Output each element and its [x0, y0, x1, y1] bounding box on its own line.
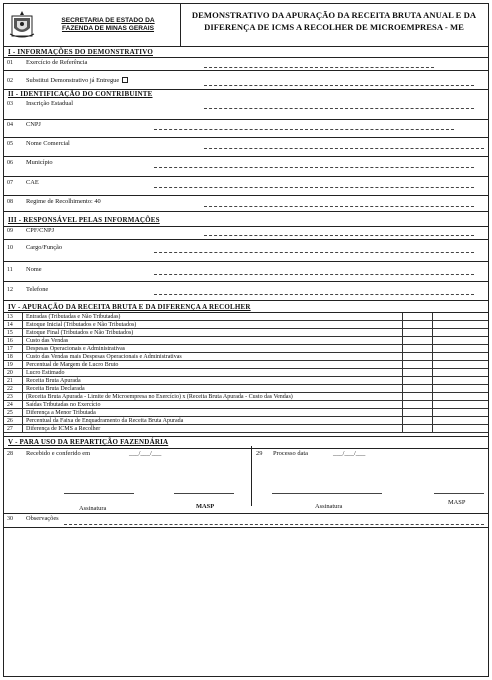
calc-row[interactable]: [4, 345, 488, 353]
field-label: CAE: [26, 179, 39, 186]
field-label: Nome Comercial: [26, 140, 70, 147]
divider: [4, 195, 488, 196]
signature-label-1: Assinatura: [79, 505, 107, 512]
divider: [4, 137, 488, 138]
calc-row-label: Diferença de ICMS a Recolher: [26, 426, 101, 432]
field-number: 30: [7, 516, 13, 522]
section-3-title: III - RESPONSÁVEL PELAS INFORMAÇÕES: [8, 216, 160, 224]
received-date[interactable]: ___/___/___: [129, 450, 162, 457]
calc-row-number: 16: [7, 338, 13, 344]
field-04[interactable]: [4, 121, 488, 133]
fill-line: [154, 252, 474, 253]
field-number: 09: [7, 228, 13, 234]
section-1-title: I - INFORMAÇÕES DO DEMONSTRATIVO: [8, 48, 153, 56]
calc-row-number: 15: [7, 330, 13, 336]
calc-row[interactable]: [4, 377, 488, 385]
calc-row-label: Saídas Tributadas no Exercício: [26, 402, 101, 408]
calc-row-number: 25: [7, 410, 13, 416]
field-09[interactable]: [4, 227, 488, 237]
field-label: Município: [26, 159, 53, 166]
divider: [4, 156, 488, 157]
calc-row-label: Custo das Vendas: [26, 338, 69, 344]
calc-row-label: Despesas Operacionais e Administrativas: [26, 346, 126, 352]
masp-label-2: MASP: [448, 499, 466, 506]
section-2-title: II - IDENTIFICAÇÃO DO CONTRIBUINTE: [8, 90, 153, 98]
fill-line: [204, 67, 434, 68]
fill-line: [204, 148, 484, 149]
divider: [4, 436, 488, 437]
calc-row[interactable]: [4, 401, 488, 409]
field-label: CPF/CNPJ: [26, 227, 55, 234]
masp-line-1: [174, 493, 234, 494]
fill-line: [204, 85, 474, 86]
field-30[interactable]: [4, 515, 488, 525]
calc-row[interactable]: [4, 353, 488, 361]
field-label: Cargo/Função: [26, 244, 63, 251]
fill-line: [204, 235, 474, 236]
calc-row-label: Percentual da Faixa de Enquadramento da Receita Bruta Apurada: [26, 418, 184, 424]
calc-row-number: 19: [7, 362, 13, 368]
calc-row-number: 20: [7, 370, 13, 376]
field-label: Telefone: [26, 286, 49, 293]
field-number: 28: [7, 451, 13, 457]
divider: [4, 57, 488, 58]
title-line2: DIFERENÇA DE ICMS A RECOLHER DE MICROEMPRESA - ME: [204, 21, 464, 32]
calc-row-number: 14: [7, 322, 13, 328]
fill-line: [154, 294, 474, 295]
title-line1: DEMONSTRATIVO DA APURAÇÃO DA RECEITA BRUTA ANUAL E DA: [191, 10, 477, 20]
field-06[interactable]: [4, 159, 488, 171]
calc-row-number: 22: [7, 386, 13, 392]
calc-row-number: 27: [7, 426, 13, 432]
calc-row-number: 21: [7, 378, 13, 384]
calc-row-number: 13: [7, 314, 13, 320]
divider: [4, 119, 488, 120]
field-label-text: Substitui Demonstrativo já Entregue: [26, 77, 120, 84]
calc-row-label: Estoque Final (Tributados e Não Tributados): [26, 330, 134, 336]
divider: [4, 176, 488, 177]
calc-row[interactable]: [4, 409, 488, 417]
calc-row-label: Receita Bruta Declarada: [26, 386, 85, 392]
fill-line: [154, 187, 474, 188]
section-4-title: IV - APURAÇÃO DA RECEITA BRUTA E DA DIFERENÇA A RECOLHER: [8, 303, 251, 311]
field-number: 11: [7, 267, 13, 273]
masp-line-2: [434, 493, 484, 494]
calc-row-number: 17: [7, 346, 13, 352]
field-12[interactable]: [4, 286, 488, 298]
divider: [4, 70, 488, 71]
replace-checkbox[interactable]: [122, 77, 128, 83]
fill-line: [64, 524, 484, 525]
fill-line: [154, 129, 454, 130]
field-02[interactable]: [4, 77, 488, 86]
section-5-divider: [251, 446, 252, 506]
divider: [4, 300, 488, 301]
field-10[interactable]: [4, 244, 488, 256]
field-label: Inscrição Estadual: [26, 100, 74, 107]
calc-row-number: 24: [7, 402, 13, 408]
field-number: 07: [7, 180, 13, 186]
field-number: 06: [7, 160, 13, 166]
header-divider: [180, 4, 181, 47]
calc-row-label: (Receita Bruta Apurada - Limite de Microempresa no Exercício) x (Receita Bruta Apurada - Custo das Vendas): [26, 394, 293, 400]
received-label: Recebido e conferido em: [26, 450, 91, 457]
calc-row-label: Lucro Estimado: [26, 370, 65, 376]
fill-line: [154, 167, 474, 168]
calc-row[interactable]: [4, 361, 488, 369]
calc-row[interactable]: [4, 393, 488, 401]
field-03[interactable]: [4, 100, 488, 108]
divider: [4, 513, 488, 514]
state-coat-of-arms-icon: [8, 10, 36, 40]
fill-line: [154, 274, 474, 275]
field-label: Regime de Recolhimento: 40: [26, 198, 101, 205]
field-08[interactable]: [4, 198, 488, 208]
signature-label-2: Assinatura: [315, 503, 343, 510]
document-title: [184, 10, 484, 33]
calc-row-number: 23: [7, 394, 13, 400]
field-label: CNPJ: [26, 121, 41, 128]
field-11[interactable]: [4, 266, 488, 278]
calc-row-label: Entradas (Tributadas e Não Tributadas): [26, 314, 121, 320]
calc-row-label: Percentual de Margem de Lucro Bruto: [26, 362, 119, 368]
signature-line-2: [272, 493, 382, 494]
field-label: Nome: [26, 266, 42, 273]
observations-label: Observações: [26, 515, 59, 522]
field-number: 03: [7, 101, 13, 107]
calc-row[interactable]: [4, 417, 488, 425]
calc-row[interactable]: [4, 329, 488, 337]
field-label: Exercício de Referência: [26, 59, 88, 66]
calc-row-label: Estoque Inicial (Tributados e Não Tributados): [26, 322, 137, 328]
signature-line-1: [64, 493, 134, 494]
field-01[interactable]: [4, 59, 488, 67]
agency-line1: SECRETARIA DE ESTADO DA: [61, 16, 155, 24]
calc-row[interactable]: [4, 369, 488, 377]
field-number: 12: [7, 287, 13, 293]
agency-line2: FAZENDA DE MINAS GERAIS: [61, 25, 155, 32]
section-5-title: V - PARA USO DA REPARTIÇÃO FAZENDÁRIA: [8, 438, 169, 446]
process-date[interactable]: ___/___/___: [333, 450, 366, 457]
calc-row-number: 26: [7, 418, 13, 424]
divider: [4, 239, 488, 240]
calc-row-label: Custo das Vendas mais Despesas Operacionais e Administrativas: [26, 354, 182, 360]
divider: [4, 211, 488, 212]
agency-name: [38, 6, 178, 44]
field-28[interactable]: [4, 450, 488, 460]
field-number: 01: [7, 60, 13, 66]
divider: [4, 527, 488, 528]
divider: [4, 261, 488, 262]
calc-row[interactable]: [4, 337, 488, 345]
calc-row[interactable]: [4, 313, 488, 321]
divider: [4, 281, 488, 282]
fill-line: [204, 206, 474, 207]
fill-line: [204, 108, 474, 109]
form-header: [4, 4, 488, 47]
calc-row[interactable]: [4, 385, 488, 393]
calc-row[interactable]: [4, 425, 488, 433]
field-05[interactable]: [4, 140, 488, 152]
form-page: [3, 3, 489, 677]
calc-row-label: Diferença a Menor Tributada: [26, 410, 96, 416]
calc-row-number: 18: [7, 354, 13, 360]
masp-label-1: MASP: [196, 503, 215, 510]
calc-row-label: Receita Bruta Apurada: [26, 378, 81, 384]
divider: [4, 448, 488, 449]
calc-row[interactable]: [4, 321, 488, 329]
field-number: 08: [7, 199, 13, 205]
field-07[interactable]: [4, 179, 488, 191]
field-label: [26, 77, 128, 85]
process-number: 29: [256, 450, 263, 457]
field-number: 02: [7, 78, 13, 84]
field-number: 05: [7, 141, 13, 147]
field-number: 04: [7, 122, 13, 128]
process-label: Processo data: [273, 450, 308, 457]
field-number: 10: [7, 245, 13, 251]
